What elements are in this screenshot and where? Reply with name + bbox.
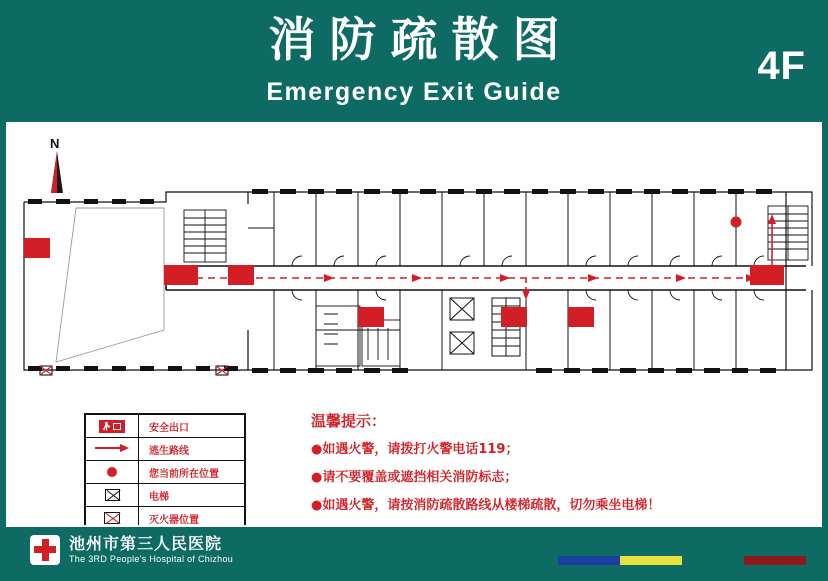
footer-divider — [6, 525, 822, 527]
footer-color-bars — [558, 556, 806, 565]
floor-plan-drawing — [16, 180, 816, 395]
poster-header — [0, 0, 828, 122]
legend — [84, 413, 246, 525]
legend-label: 您当前所在位置 — [139, 461, 245, 484]
color-bar-maroon — [744, 556, 806, 565]
emergency-exit-icon-mid-b — [501, 307, 527, 327]
legend-row — [86, 461, 245, 484]
notes-title: 温馨提示： — [311, 412, 387, 430]
page-title-cn: 消防疏散图 — [268, 13, 574, 68]
color-bar-teal — [682, 556, 744, 565]
emergency-exit-icon-stair-right — [750, 265, 784, 285]
current-location-dot-icon — [731, 217, 742, 228]
legend-row — [86, 484, 245, 507]
emergency-exit-icon-left-wing — [24, 238, 50, 258]
legend-label: 安全出口 — [139, 415, 245, 438]
color-bar-yellow — [620, 556, 682, 565]
legend-row — [86, 438, 245, 461]
legend-row — [86, 415, 245, 438]
note-item: ●如遇火警，请拨打火警电话119； — [311, 442, 519, 457]
legend-row — [86, 507, 245, 526]
emergency-exit-icon — [86, 415, 139, 438]
fire-extinguisher-icon — [86, 507, 139, 526]
emergency-exit-icon-stair-left — [164, 265, 198, 285]
emergency-exit-icon-mid-a — [358, 307, 384, 327]
legend-label: 灭火器位置 — [139, 507, 245, 526]
color-bar-blue — [558, 556, 620, 565]
note-item: ●如遇火警，请按消防疏散路线从楼梯疏散，切勿乘坐电梯！ — [311, 498, 661, 513]
hospital-name-en: The 3RD People's Hospital of Chizhou — [69, 554, 234, 564]
safety-notes — [311, 410, 791, 525]
floor-plan-panel — [6, 122, 822, 525]
escape-route-arrow-icon — [86, 438, 139, 461]
compass-label: N — [50, 136, 60, 151]
floor-badge: 4F — [757, 44, 806, 88]
elevator-icon — [86, 484, 139, 507]
hospital-branding — [30, 534, 233, 565]
medical-cross-icon — [30, 535, 60, 565]
emergency-exit-icon-mid-c — [568, 307, 594, 327]
hospital-name-cn: 池州市第三人民医院 — [69, 534, 223, 553]
current-location-dot-icon — [86, 461, 139, 484]
legend-label: 电梯 — [139, 484, 245, 507]
page-title-en: Emergency Exit Guide — [266, 78, 562, 106]
note-item: ●请不要覆盖或遮挡相关消防标志； — [311, 470, 518, 485]
legend-label: 逃生路线 — [139, 438, 245, 461]
poster-footer — [0, 525, 828, 581]
emergency-exit-icon-corridor-left — [228, 265, 254, 285]
